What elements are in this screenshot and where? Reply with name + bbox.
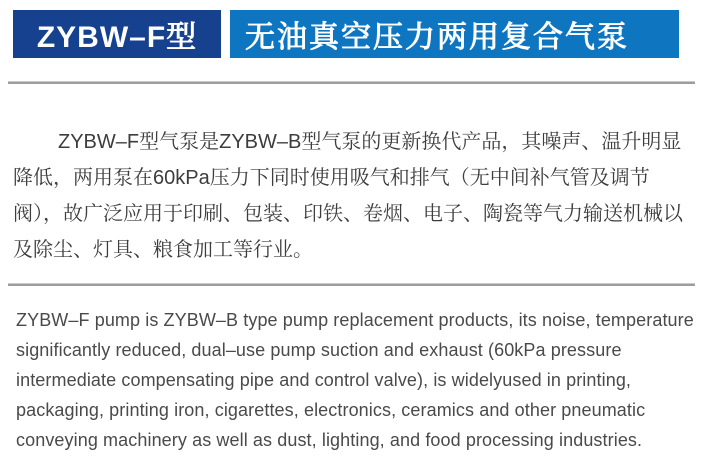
model-badge [13, 10, 221, 58]
product-title-badge [230, 10, 679, 58]
middle-divider [8, 283, 695, 286]
english-description-line: conveying machinery as well as dust, lighting, and food processing industries. [16, 430, 643, 450]
english-description-line: intermediate compensating pipe and control valve), is widelyused in printing, [16, 370, 632, 390]
english-description-line: packaging, printing iron, cigarettes, electronics, ceramics and other pneumatic [16, 400, 646, 420]
top-divider [8, 81, 695, 84]
chinese-description-line: 降低，两用泵在60kPa压力下同时使用吸气和排气（无中间补气管及调节 [13, 167, 650, 189]
badge-gap [221, 10, 230, 58]
chinese-description-line: ZYBW–F型气泵是ZYBW–B型气泵的更新换代产品，其噪声、温升明显 [58, 131, 682, 153]
chinese-description-line: 阀），故广泛应用于印刷、包装、印铁、卷烟、电子、陶瓷等气力输送机械以 [13, 203, 683, 225]
product-title-label: 无油真空压力两用复合气泵 [245, 21, 629, 54]
chinese-description-line: 及除尘、灯具、粮食加工等行业。 [13, 239, 313, 261]
model-badge-label: ZYBW–F型 [36, 21, 198, 54]
english-description [16, 305, 694, 455]
chinese-description [13, 124, 683, 268]
english-description-line: significantly reduced, dual–use pump suction and exhaust (60kPa pressure [16, 340, 622, 360]
product-header [13, 10, 679, 58]
english-description-line: ZYBW–F pump is ZYBW–B type pump replacement products, its noise, temperature [16, 310, 694, 330]
